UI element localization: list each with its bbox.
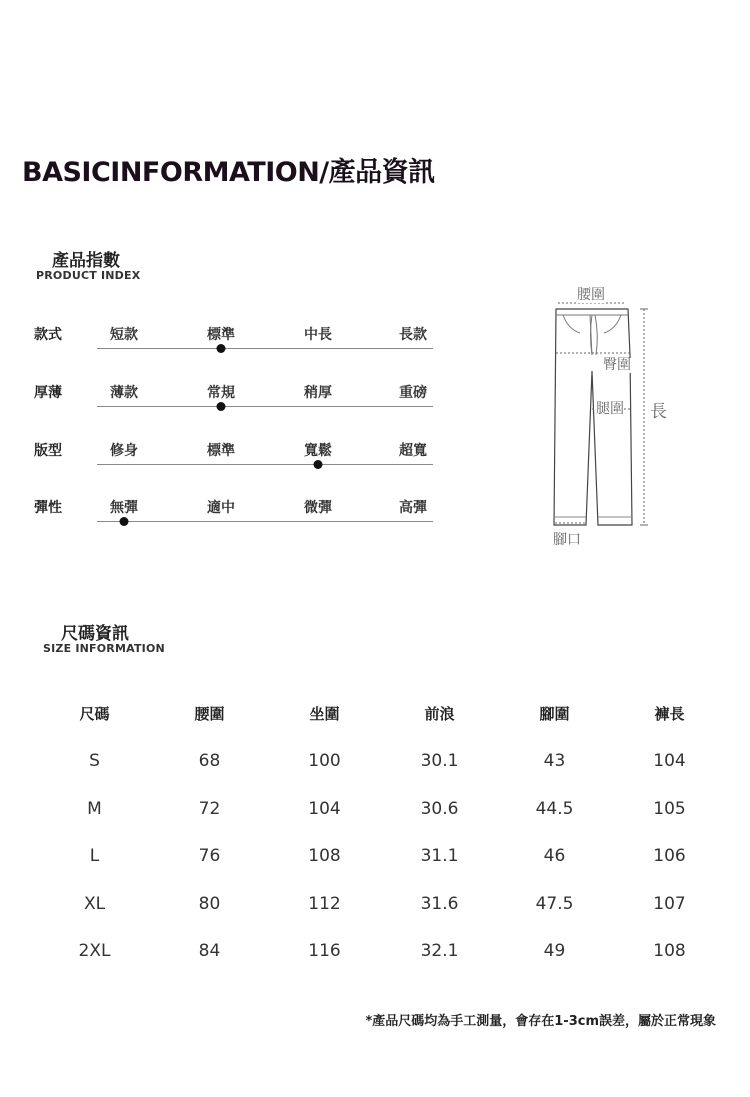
index-option: 寬鬆	[304, 443, 332, 459]
table-cell: 104	[308, 798, 341, 819]
table-cell: 43	[543, 751, 566, 772]
table-cell: 72	[198, 798, 221, 819]
hip-label: 臀圍	[603, 357, 631, 373]
index-row-label: 款式	[34, 327, 62, 343]
pants-diagram	[540, 285, 680, 555]
hem-label: 腳口	[553, 532, 581, 548]
index-option: 薄款	[110, 385, 138, 401]
index-row	[0, 440, 460, 480]
table-cell: 30.1	[420, 751, 459, 772]
footnote: *產品尺碼均為手工測量，會存在1-3cm誤差，屬於正常現象	[365, 1014, 716, 1029]
table-cell: 116	[308, 941, 341, 962]
table-row	[37, 833, 727, 881]
index-option: 稍厚	[304, 385, 332, 401]
table-cell: 100	[308, 751, 341, 772]
index-track	[97, 464, 433, 465]
table-row	[37, 785, 727, 833]
table-cell: 80	[198, 893, 221, 914]
table-cell: XL	[83, 893, 106, 914]
index-option: 標準	[207, 327, 235, 343]
table-row	[37, 738, 727, 786]
table-cell: 108	[653, 941, 686, 962]
index-option: 微彈	[304, 500, 332, 516]
table-cell: 105	[653, 798, 686, 819]
table-header-cell: 前浪	[424, 705, 455, 724]
table-cell: 84	[198, 941, 221, 962]
table-cell: 47.5	[535, 893, 574, 914]
index-row-label: 厚薄	[34, 385, 62, 401]
index-option: 短款	[110, 327, 138, 343]
table-cell: 44.5	[535, 798, 574, 819]
table-header-cell: 褲長	[654, 705, 685, 724]
table-cell: 76	[198, 846, 221, 867]
table-header-cell: 坐圍	[309, 705, 340, 724]
table-cell: L	[89, 846, 100, 867]
table-cell: 107	[653, 893, 686, 914]
table-cell: S	[89, 751, 100, 772]
table-header-row	[37, 690, 727, 738]
index-track	[97, 406, 433, 407]
table-cell: 108	[308, 846, 341, 867]
index-marker	[120, 517, 129, 526]
index-row	[0, 324, 460, 364]
index-option: 長款	[399, 327, 427, 343]
index-option: 中長	[304, 327, 332, 343]
index-option: 修身	[110, 443, 138, 459]
index-track	[97, 348, 433, 349]
index-option: 高彈	[399, 500, 427, 516]
table-cell: 49	[543, 941, 566, 962]
index-option: 超寬	[399, 443, 427, 459]
table-row	[37, 880, 727, 928]
table-header-cell: 腰圍	[194, 705, 225, 724]
index-marker	[314, 460, 323, 469]
table-cell: 104	[653, 751, 686, 772]
index-row-label: 彈性	[34, 500, 62, 516]
index-row	[0, 497, 460, 537]
thigh-label: 腿圍	[596, 401, 624, 417]
index-marker	[217, 344, 226, 353]
index-option: 重磅	[399, 385, 427, 401]
table-cell: 106	[653, 846, 686, 867]
waist-label: 腰圍	[577, 287, 605, 303]
index-row-label: 版型	[34, 443, 62, 459]
index-option: 標準	[207, 443, 235, 459]
table-cell: 32.1	[420, 941, 459, 962]
product-index-subtitle: PRODUCT INDEX	[36, 269, 141, 282]
index-track	[97, 521, 433, 522]
size-info-subtitle: SIZE INFORMATION	[43, 642, 165, 655]
index-option: 無彈	[110, 500, 138, 516]
table-cell: 31.1	[420, 846, 459, 867]
table-cell: M	[87, 798, 102, 819]
index-marker	[217, 402, 226, 411]
table-cell: 30.6	[420, 798, 459, 819]
product-index-title: 產品指數	[52, 251, 120, 271]
size-table	[37, 690, 727, 975]
table-cell: 31.6	[420, 893, 459, 914]
index-option: 常規	[207, 385, 235, 401]
table-cell: 46	[543, 846, 566, 867]
index-option: 適中	[207, 500, 235, 516]
table-cell: 112	[308, 893, 341, 914]
length-label: 長	[650, 402, 667, 422]
index-row	[0, 382, 460, 422]
table-header-cell: 尺碼	[79, 705, 110, 724]
size-info-title: 尺碼資訊	[61, 624, 129, 644]
page-title: BASICINFORMATION/產品資訊	[22, 157, 435, 188]
table-header-cell: 腳圍	[539, 705, 570, 724]
table-row	[37, 928, 727, 976]
table-cell: 2XL	[78, 941, 111, 962]
table-cell: 68	[198, 751, 221, 772]
